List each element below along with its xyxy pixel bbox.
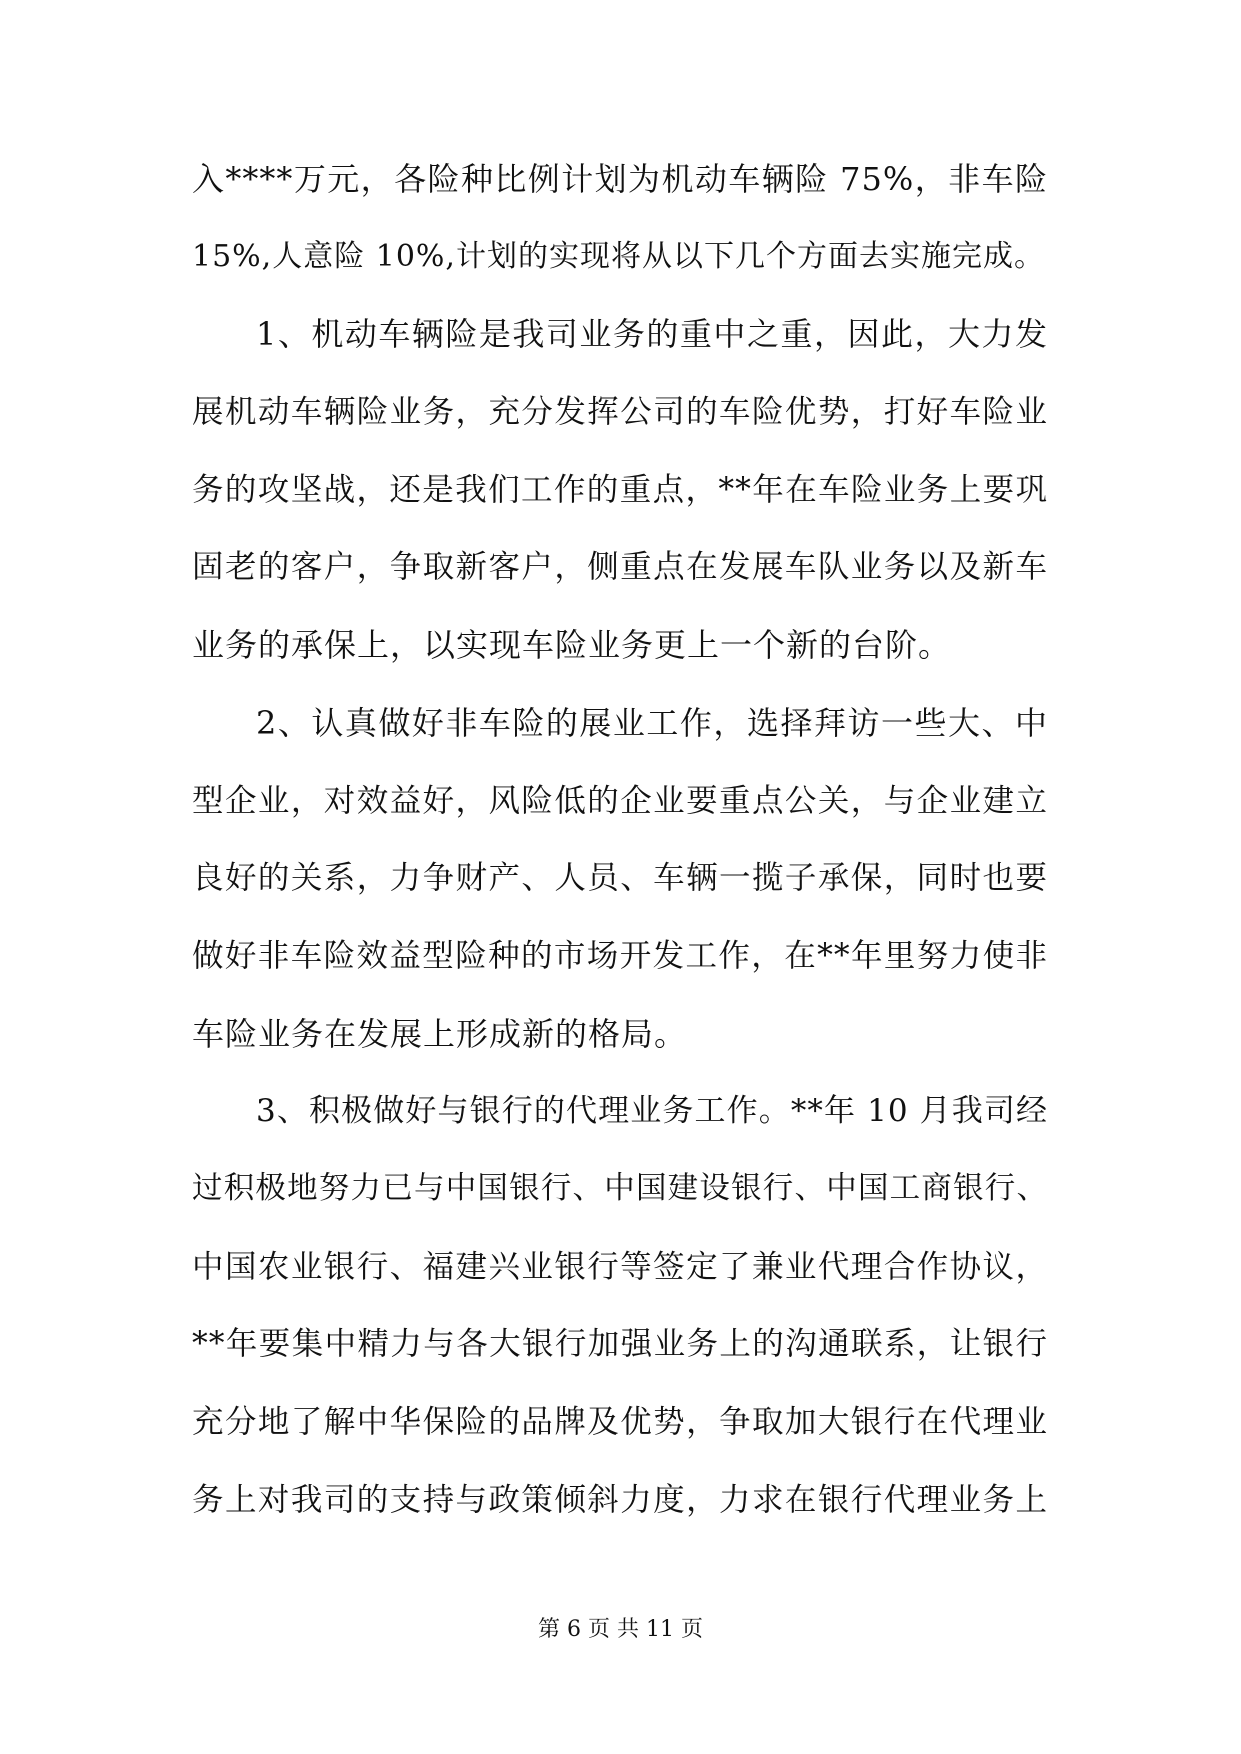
text-line: 车险业务在发展上形成新的格局。 <box>192 1014 688 1053</box>
text-line: 15%,人意险 10%,计划的实现将从以下几个方面去实施完成。 <box>192 238 1045 274</box>
text-line: 务上对我司的支持与政策倾斜力度，力求在银行代理业务上 <box>192 1481 1048 1518</box>
text-line: **年要集中精力与各大银行加强业务上的沟通联系，让银行 <box>192 1326 1048 1363</box>
text-line: 过积极地努力已与中国银行、中国建设银行、中国工商银行、 <box>192 1170 1048 1206</box>
text-line: 充分地了解中华保险的品牌及优势，争取加大银行在代理业 <box>192 1404 1048 1440</box>
text-line: 业务的承保上，以实现车险业务更上一个新的台阶。 <box>192 626 952 665</box>
text-line: 2、认真做好非车险的展业工作，选择拜访一些大、中 <box>256 703 1048 742</box>
text-line: 3、积极做好与银行的代理业务工作。**年 10 月我司经 <box>256 1093 1048 1130</box>
text-line: 做好非车险效益型险种的市场开发工作，在**年里努力使非 <box>192 937 1048 974</box>
page-footer: 第 6 页 共 11 页 <box>538 1617 703 1642</box>
text-line: 1、机动车辆险是我司业务的重中之重，因此，大力发 <box>256 315 1048 354</box>
text-line: 务的攻坚战，还是我们工作的重点，**年在车险业务上要巩 <box>192 471 1048 508</box>
text-line: 入****万元，各险种比例计划为机动车辆险 75%，非车险 <box>192 160 1048 198</box>
document-body <box>192 160 1048 1558</box>
text-line: 展机动车辆险业务，充分发挥公司的车险优势，打好车险业 <box>192 394 1048 431</box>
text-line: 良好的关系，力争财产、人员、车辆一揽子承保，同时也要 <box>192 860 1048 897</box>
text-line: 中国农业银行、福建兴业银行等签定了兼业代理合作协议， <box>192 1248 1048 1285</box>
text-line: 固老的客户，争取新客户，侧重点在发展车队业务以及新车 <box>192 549 1048 586</box>
text-line: 型企业，对效益好，风险低的企业要重点公关，与企业建立 <box>192 782 1048 819</box>
